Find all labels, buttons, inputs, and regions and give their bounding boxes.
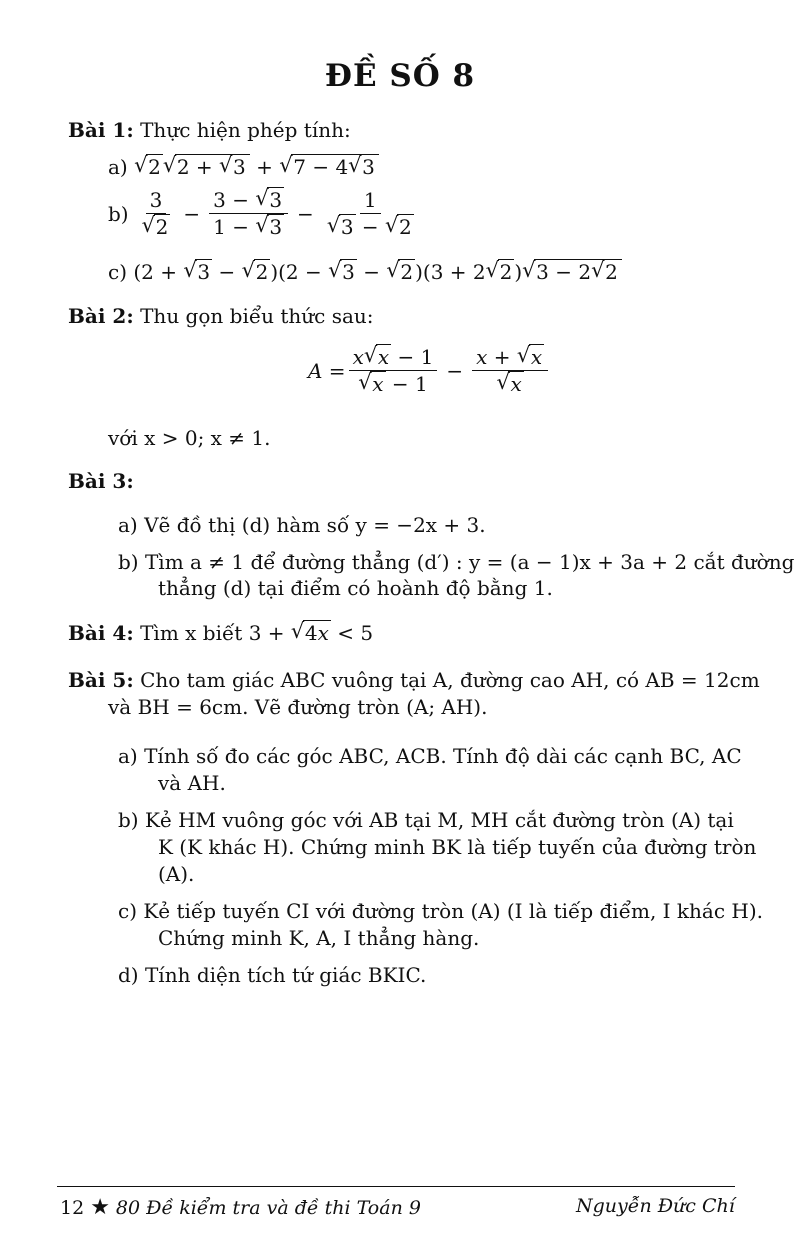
sqrt-2-plus-sqrt3: √ 2 + √ 3 xyxy=(163,154,250,180)
problem-3a: a) Vẽ đồ thị (d) hàm số y = −2x + 3. xyxy=(118,513,486,537)
problem-1c: c) (2 + √ 3 − √ 2 )(2 − √ 3 − √ 2 )(3 + 2√ 2 )√ 3 − 2√ 2 xyxy=(108,259,622,285)
problem-5c-line2: Chứng minh K, A, I thẳng hàng. xyxy=(158,926,480,950)
problem-5-label: Bài 5: xyxy=(68,668,134,692)
frac-3-minus-sqrt3: $\frac{3 - √ 3}{1 - √ 3}$ xyxy=(209,188,288,239)
problem-2-condition: với x > 0; x ≠ 1. xyxy=(108,426,271,450)
problem-3b-line1: b) Tìm a ≠ 1 để đường thẳng (d′) : y = (a − 1)x + 3a + 2 cắt đường xyxy=(118,550,795,574)
frac-a-second: x + √ x √ x xyxy=(472,345,548,396)
problem-5a-line1: a) Tính số đo các góc ABC, ACB. Tính độ dài các cạnh BC, AC xyxy=(118,744,742,768)
problem-5b-line2: K (K khác H). Chứng minh BK là tiếp tuyến của đường tròn xyxy=(158,835,757,859)
frac-3-over-sqrt2: 3 √ 2 xyxy=(138,188,175,239)
sqrt-2: √ 2 xyxy=(134,154,163,180)
problem-1a-prefix: a) xyxy=(108,155,128,179)
problem-3-label: Bài 3: xyxy=(68,469,134,493)
problem-5-line1 xyxy=(68,667,760,693)
problem-2-expression: A = x√ x − 1 √ x − 1 − x + √ x √ x xyxy=(308,345,551,396)
problem-4 xyxy=(68,620,373,646)
sqrt-4x: √ 4x xyxy=(291,620,331,646)
problem-1c-prefix: c) xyxy=(108,260,128,284)
problem-2-heading xyxy=(68,303,374,329)
problem-4-text-b: < 5 xyxy=(337,621,374,645)
problem-4-text-a: Tìm x biết 3 + xyxy=(140,621,285,645)
problem-5b-line1: b) Kẻ HM vuông góc với AB tại M, MH cắt đường tròn (A) tại xyxy=(118,808,734,832)
problem-5-text-1: Cho tam giác ABC vuông tại A, đường cao AH, có AB = 12cm xyxy=(140,668,760,692)
problem-5a-line2: và AH. xyxy=(158,771,226,795)
book-title: 80 Đề kiểm tra và đề thi Toán 9 xyxy=(115,1197,421,1219)
author-name: Nguyễn Đức Chí xyxy=(576,1195,735,1217)
problem-1b-prefix: b) xyxy=(108,201,129,226)
footer-left xyxy=(60,1195,421,1220)
problem-5-line2: và BH = 6cm. Vẽ đường tròn (A; AH). xyxy=(108,695,488,719)
page-title: ĐỀ SỐ 8 xyxy=(324,58,476,94)
problem-2-intro: Thu gọn biểu thức sau: xyxy=(140,304,374,328)
problem-1a: a) √ 2√ 2 + √ 3 + √ 7 − 4√ 3 xyxy=(108,154,379,180)
problem-3b-line2: thẳng (d) tại điểm có hoành độ bằng 1. xyxy=(158,576,553,600)
problem-2-label: Bài 2: xyxy=(68,304,134,328)
frac-1-over-diff: 1 √ 3 − √ 2 xyxy=(323,188,418,239)
problem-4-label: Bài 4: xyxy=(68,621,134,645)
page-number: 12 xyxy=(60,1197,85,1219)
problem-1b: b) 3 √ 2 − $\frac{3 - √ 3}{1 - √ 3}$ − 1 √ 3 − √ 2 xyxy=(108,188,421,239)
frac-a-first: x√ x − 1 √ x − 1 xyxy=(349,345,438,396)
sqrt-7-minus-4sqrt3: √ 7 − 4√ 3 xyxy=(279,154,379,180)
problem-5d: d) Tính diện tích tứ giác BKIC. xyxy=(118,963,427,987)
problem-5c-line1: c) Kẻ tiếp tuyến CI với đường tròn (A) (I là tiếp điểm, I khác H). xyxy=(118,899,764,923)
problem-1-heading xyxy=(68,117,351,143)
footer-divider xyxy=(57,1186,735,1187)
problem-5b-line3: (A). xyxy=(158,862,195,886)
problem-1-intro: Thực hiện phép tính: xyxy=(140,118,351,142)
problem-1-label: Bài 1: xyxy=(68,118,134,142)
star-icon: ★ xyxy=(90,1195,110,1220)
